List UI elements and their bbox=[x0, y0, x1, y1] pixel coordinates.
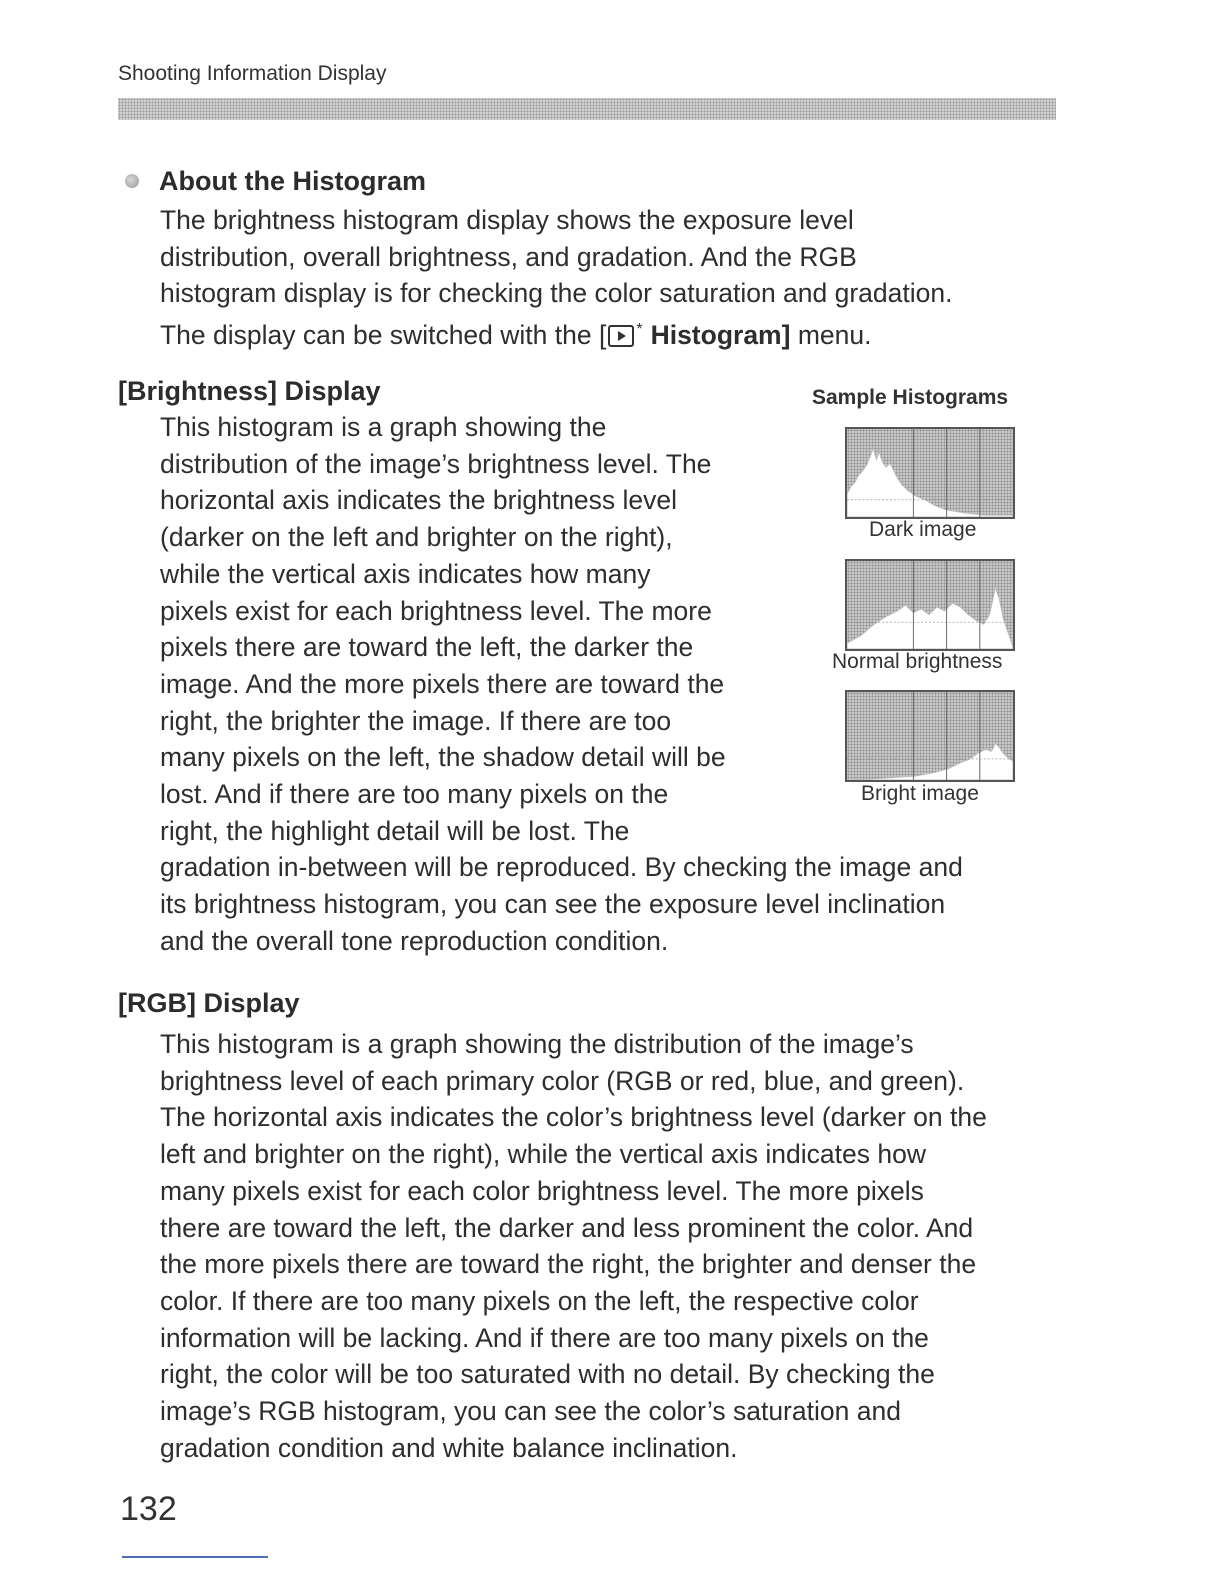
footer-rule bbox=[122, 1556, 268, 1558]
histogram-graph bbox=[847, 692, 1013, 780]
text-line: image. And the more pixels there are toward the bbox=[160, 668, 725, 699]
text-line: information will be lacking. And if there are too many pixels on the bbox=[160, 1322, 929, 1353]
text-line: histogram display is for checking the color saturation and gradation. bbox=[160, 278, 953, 309]
histogram-graph bbox=[847, 561, 1013, 649]
text-line: (darker on the left and brighter on the right), bbox=[160, 522, 673, 553]
text-line: This histogram is a graph showing the distribution of the image’s bbox=[160, 1029, 914, 1059]
running-header: Shooting Information Display bbox=[118, 62, 387, 85]
text-line: and the overall tone reproduction condition. bbox=[160, 925, 669, 956]
bullet-icon bbox=[125, 174, 139, 188]
histogram-graph bbox=[847, 429, 1013, 517]
text-line: right, the brighter the image. If there are too bbox=[160, 705, 672, 736]
section-title bbox=[125, 166, 426, 197]
text-line: pixels exist for each brightness level. The more bbox=[160, 595, 712, 626]
about-paragraph bbox=[160, 202, 953, 354]
histogram-menu-name: Histogram] bbox=[650, 320, 791, 351]
histogram-curve bbox=[847, 448, 1013, 517]
normal-brightness-histogram bbox=[845, 559, 1015, 651]
text-line: distribution, overall brightness, and gradation. And the RGB bbox=[160, 241, 857, 272]
brightness-heading: [Brightness] Display bbox=[118, 376, 381, 406]
text-line: gradation in-between will be reproduced. By checking the image and bbox=[160, 852, 963, 883]
text-line: the more pixels there are toward the right, the brighter and denser the bbox=[160, 1249, 977, 1280]
text-line: right, the color will be too saturated with no detail. By checking the bbox=[160, 1359, 935, 1390]
sample-histograms-title: Sample Histograms bbox=[812, 386, 1009, 409]
text-line: image’s RGB histogram, you can see the color’s saturation and bbox=[160, 1396, 901, 1427]
playback-menu-icon bbox=[608, 325, 634, 347]
bright-image-histogram bbox=[845, 690, 1015, 782]
text-line: The horizontal axis indicates the color’s brightness level (darker on the bbox=[160, 1102, 987, 1133]
text-line: horizontal axis indicates the brightness level bbox=[160, 485, 678, 516]
text-line: while the vertical axis indicates how many bbox=[160, 558, 651, 589]
page-number: 132 bbox=[120, 1490, 177, 1528]
text-line: there are toward the left, the darker and less prominent the color. And bbox=[160, 1212, 974, 1243]
text-line: color. If there are too many pixels on the left, the respective color bbox=[160, 1285, 919, 1316]
text-line: The brightness histogram display shows the exposure level bbox=[160, 205, 854, 235]
rgb-heading: [RGB] Display bbox=[118, 988, 300, 1018]
text-line: many pixels exist for each color brightness level. The more pixels bbox=[160, 1175, 924, 1206]
text-line: many pixels on the left, the shadow detail will be bbox=[160, 742, 726, 773]
text-line: gradation condition and white balance inclination. bbox=[160, 1432, 738, 1463]
section-title-text: About the Histogram bbox=[159, 166, 426, 196]
header-rule bbox=[118, 98, 1056, 120]
rgb-paragraph bbox=[160, 1026, 987, 1466]
text-line: pixels there are toward the left, the darker the bbox=[160, 632, 694, 663]
menu-reference-line bbox=[160, 312, 953, 354]
histogram-curve bbox=[847, 588, 1013, 649]
menu-tab-star-icon: * bbox=[636, 321, 643, 339]
normal-brightness-caption: Normal brightness bbox=[832, 650, 1003, 673]
text-line: left and brighter on the right), while the vertical axis indicates how bbox=[160, 1139, 926, 1170]
text-line: This histogram is a graph showing the bbox=[160, 412, 607, 442]
menu-line-prefix: The display can be switched with the [ bbox=[160, 320, 607, 351]
text-line: brightness level of each primary color (RGB or red, blue, and green). bbox=[160, 1065, 965, 1096]
dark-image-caption: Dark image bbox=[869, 518, 977, 541]
brightness-paragraph bbox=[160, 409, 963, 960]
menu-line-suffix: menu. bbox=[790, 320, 872, 351]
text-line: lost. And if there are too many pixels on the bbox=[160, 779, 669, 810]
text-line: its brightness histogram, you can see the exposure level inclination bbox=[160, 889, 946, 920]
text-line: right, the highlight detail will be lost. The bbox=[160, 815, 630, 846]
dark-image-histogram bbox=[845, 427, 1015, 519]
histogram-curve bbox=[847, 744, 1013, 780]
text-line: distribution of the image’s brightness level. The bbox=[160, 448, 712, 479]
bright-image-caption: Bright image bbox=[861, 782, 979, 805]
